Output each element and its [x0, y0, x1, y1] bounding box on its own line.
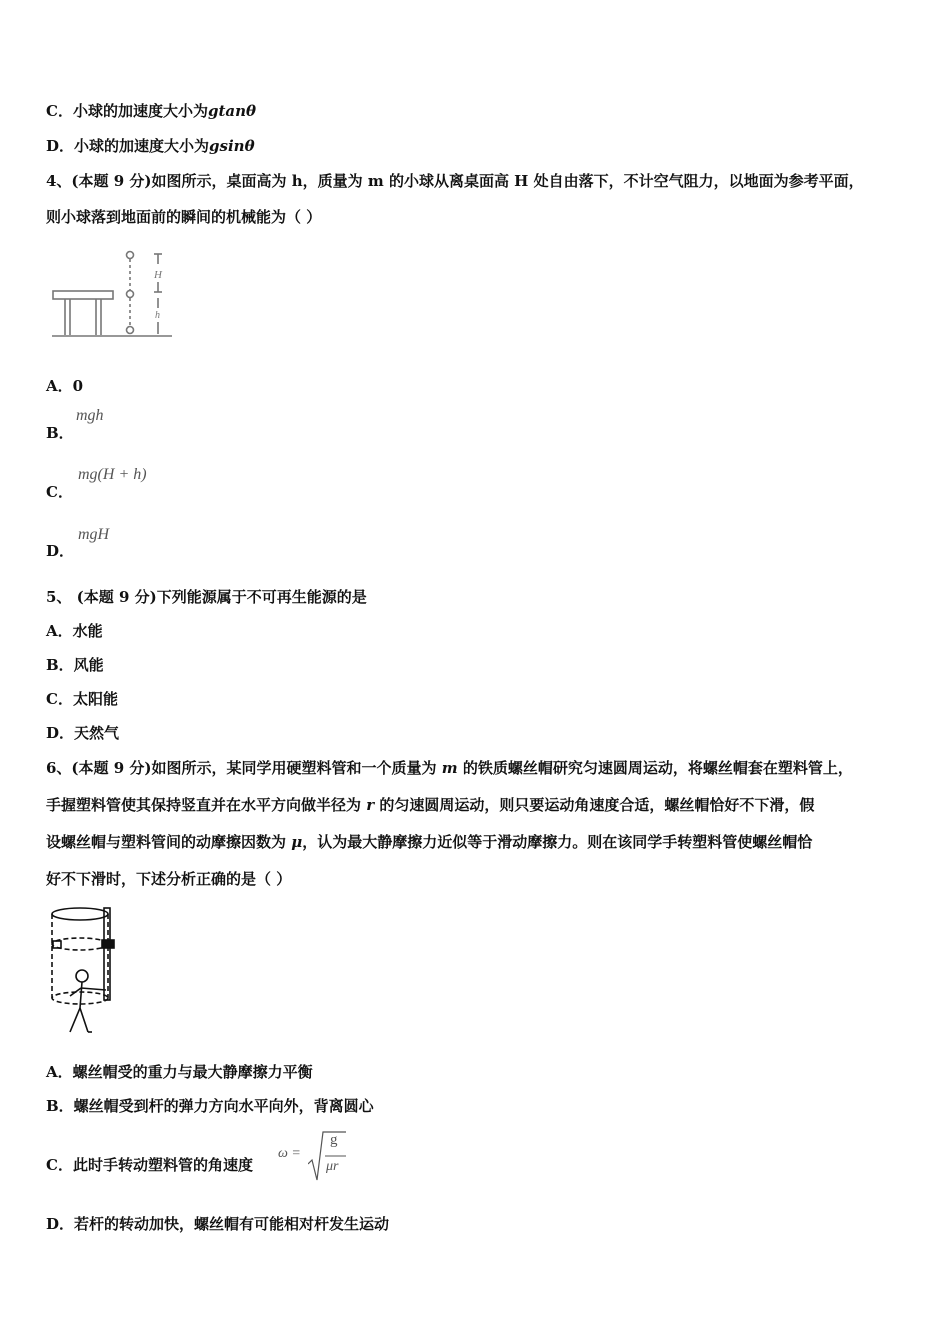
q4-stem-line2: 则小球落到地面前的瞬间的机械能为（ ）: [46, 208, 322, 226]
q5-option-d: D．天然气: [46, 724, 120, 742]
q4-option-b-formula: mgh: [76, 407, 104, 424]
q4-option-b-label: B．: [46, 424, 74, 442]
q5-option-a: A．水能: [46, 622, 103, 640]
q3-option-d: D．小球的加速度大小为gsinθ: [46, 137, 255, 155]
q4-figure-label-h: h: [155, 310, 160, 321]
q6-stem-line1: 6、(本题 9 分)如图所示，某同学用硬塑料管和一个质量为 m 的铁质螺丝帽研究匀速圆周运动，将螺丝帽套在塑料管上，: [46, 759, 853, 777]
q6-formula-lhs: ω =: [278, 1146, 301, 1161]
q4-option-c-label: C．: [46, 483, 73, 501]
q4-option-d-label: D．: [46, 542, 75, 560]
q3-option-c: C．小球的加速度大小为gtanθ: [46, 102, 257, 120]
q6-stem-line4: 好不下滑时，下述分析正确的是（ ）: [46, 870, 292, 888]
q6-option-c: C．此时手转动塑料管的角速度: [46, 1156, 253, 1174]
q6-formula-denominator: μr: [326, 1159, 339, 1174]
q5-option-c: C．太阳能: [46, 690, 118, 708]
q4-figure-label-H: H: [154, 269, 162, 281]
q5-stem: 5、 (本题 9 分)下列能源属于不可再生能源的是: [46, 588, 367, 606]
q5-option-b: B．风能: [46, 656, 104, 674]
q4-figure-table-ball: [50, 248, 175, 340]
q3-option-d-math: gsinθ: [209, 137, 255, 155]
q6-option-d: D．若杆的转动加快，螺丝帽有可能相对杆发生运动: [46, 1215, 390, 1233]
q6-option-a: A．螺丝帽受的重力与最大静摩擦力平衡: [46, 1063, 313, 1081]
q6-stem-line3: 设螺丝帽与塑料管间的动摩擦因数为 μ，认为最大静摩擦力近似等于滑动摩擦力。则在该同学手转塑料管使螺丝帽恰: [46, 833, 813, 851]
q6-option-b: B．螺丝帽受到杆的弹力方向水平向外，背离圆心: [46, 1097, 374, 1115]
q6-figure-cylinder-student: [48, 904, 120, 1038]
q4-stem-line1: 4、(本题 9 分)如图所示，桌面高为 h，质量为 m 的小球从离桌面高 H 处自由落下，不计空气阻力，以地面为参考平面，: [46, 172, 864, 190]
q6-stem-line2: 手握塑料管使其保持竖直并在水平方向做半径为 r 的匀速圆周运动，则只要运动角速度合适，螺丝帽恰好不下滑，假: [46, 796, 815, 814]
q6-formula-numerator: g: [330, 1132, 338, 1148]
q4-option-d-formula: mgH: [78, 526, 110, 543]
q6-option-c-formula: [278, 1128, 358, 1184]
q3-option-c-math: gtanθ: [207, 102, 257, 120]
q4-option-a: A．0: [46, 377, 84, 395]
q4-option-c-formula: mg(H + h): [78, 466, 147, 483]
